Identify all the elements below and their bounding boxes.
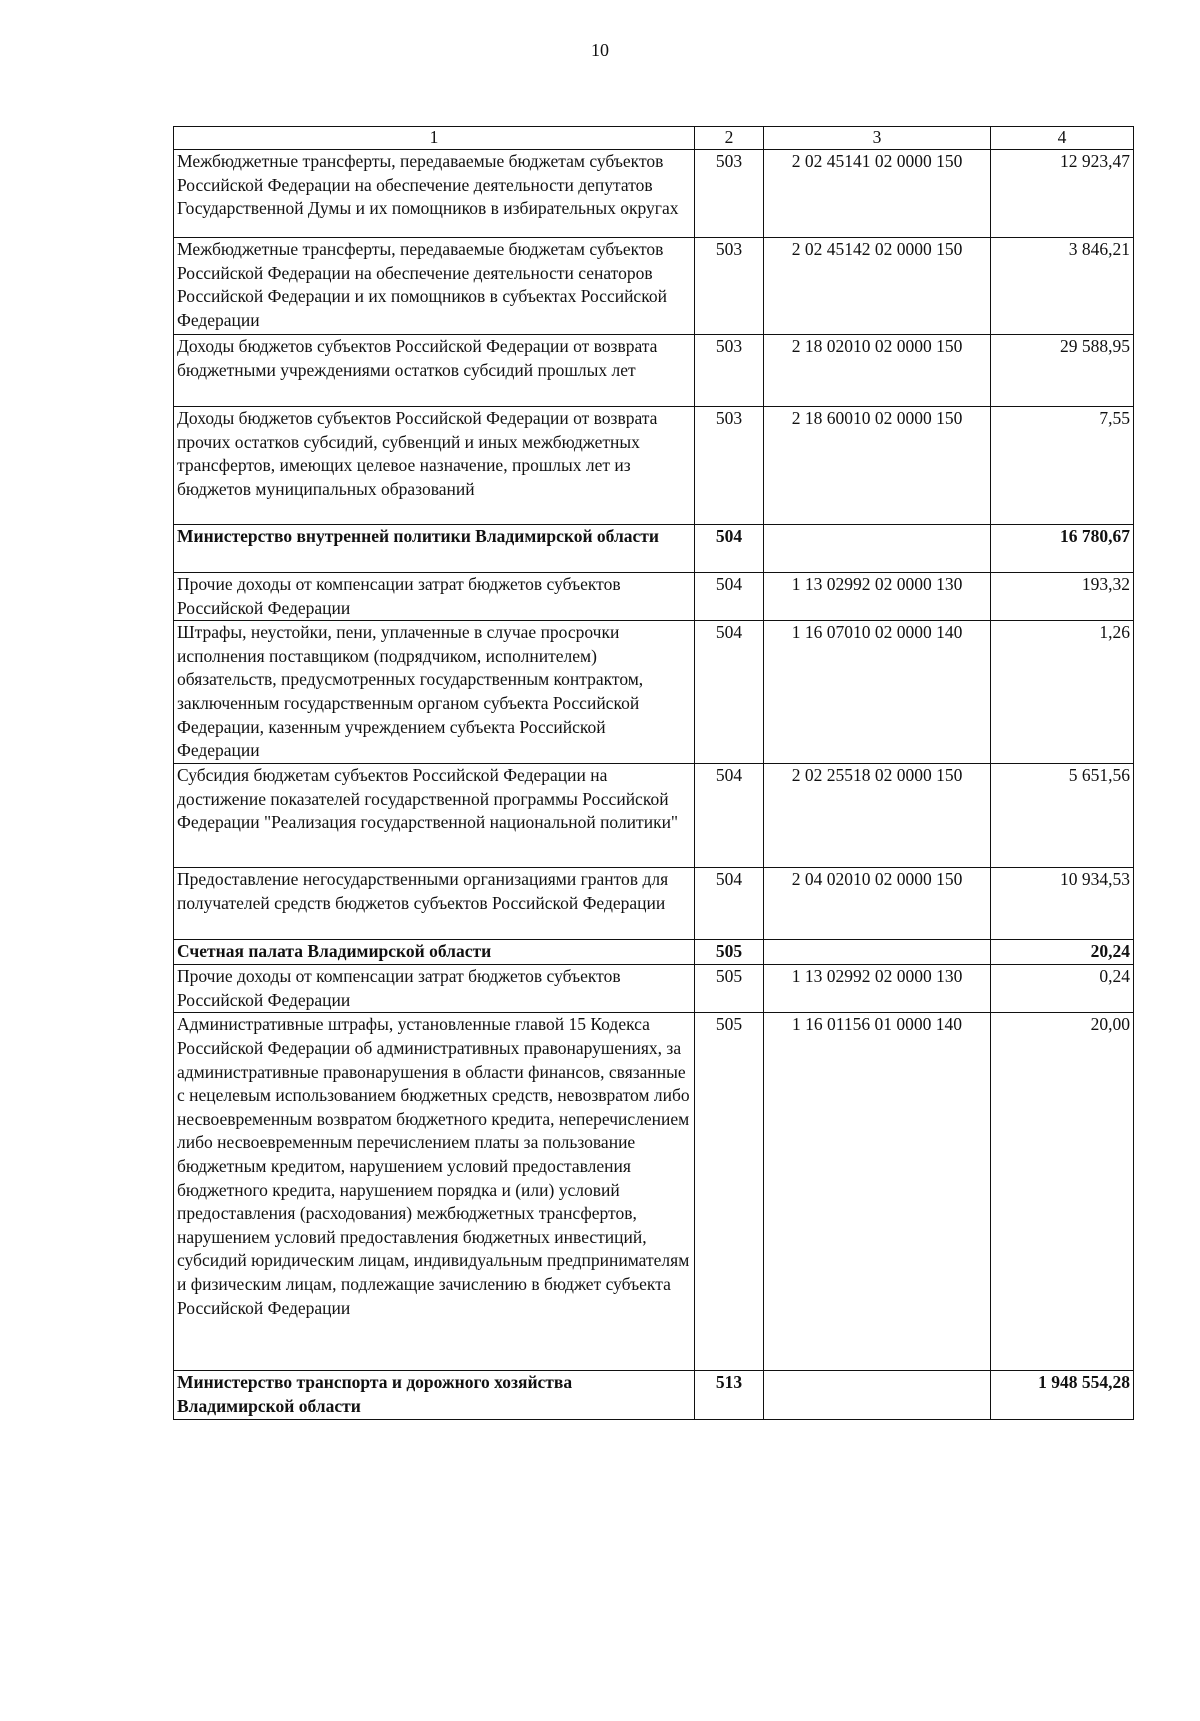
admin-code-cell: 504 [695, 621, 764, 764]
amount-cell: 7,55 [991, 407, 1134, 525]
admin-code-cell: 504 [695, 573, 764, 621]
income-name-cell: Прочие доходы от компенсации затрат бюджетов субъектов Российской Федерации [174, 965, 695, 1013]
table-row [174, 868, 1134, 940]
admin-code-cell: 503 [695, 407, 764, 525]
amount-cell: 193,32 [991, 573, 1134, 621]
revenue-table [173, 126, 1134, 1420]
table-row [174, 940, 1134, 965]
income-name-cell: Прочие доходы от компенсации затрат бюджетов субъектов Российской Федерации [174, 573, 695, 621]
income-name-cell: Межбюджетные трансферты, передаваемые бюджетам субъектов Российской Федерации на обеспечение деятельности сенаторов Российской Федерации и их помощников в субъектах Российской Федерации [174, 238, 695, 335]
table-row [174, 621, 1134, 764]
admin-code-cell: 504 [695, 764, 764, 868]
admin-code-cell: 513 [695, 1371, 764, 1419]
budget-code-cell: 1 13 02992 02 0000 130 [764, 573, 991, 621]
amount-cell: 1 948 554,28 [991, 1371, 1134, 1419]
column-header-3: 3 [764, 127, 991, 150]
table-row [174, 525, 1134, 573]
budget-code-cell [764, 940, 991, 965]
admin-code-cell: 503 [695, 238, 764, 335]
admin-code-cell: 504 [695, 525, 764, 573]
table-header-row [174, 127, 1134, 150]
budget-code-cell: 2 18 60010 02 0000 150 [764, 407, 991, 525]
budget-code-cell: 1 16 01156 01 0000 140 [764, 1013, 991, 1371]
page-number: 10 [591, 40, 609, 60]
admin-code-cell: 505 [695, 965, 764, 1013]
income-name-cell: Министерство транспорта и дорожного хозяйства Владимирской области [174, 1371, 695, 1419]
table-row [174, 238, 1134, 335]
income-name-cell: Предоставление негосударственными организациями грантов для получателей средств бюджетов субъектов Российской Федерации [174, 868, 695, 940]
budget-code-cell: 2 04 02010 02 0000 150 [764, 868, 991, 940]
admin-code-cell: 503 [695, 335, 764, 407]
admin-code-cell: 503 [695, 150, 764, 238]
column-header-1: 1 [174, 127, 695, 150]
budget-code-cell: 1 16 07010 02 0000 140 [764, 621, 991, 764]
table-row [174, 150, 1134, 238]
amount-cell: 20,24 [991, 940, 1134, 965]
budget-code-cell: 2 18 02010 02 0000 150 [764, 335, 991, 407]
income-name-cell: Межбюджетные трансферты, передаваемые бюджетам субъектов Российской Федерации на обеспечение деятельности депутатов Государственной Думы и их помощников в избирательных округах [174, 150, 695, 238]
income-name-cell: Министерство внутренней политики Владимирской области [174, 525, 695, 573]
table-row [174, 407, 1134, 525]
amount-cell: 12 923,47 [991, 150, 1134, 238]
amount-cell: 29 588,95 [991, 335, 1134, 407]
table-row [174, 965, 1134, 1013]
income-name-cell: Счетная палата Владимирской области [174, 940, 695, 965]
amount-cell: 10 934,53 [991, 868, 1134, 940]
income-name-cell: Доходы бюджетов субъектов Российской Федерации от возврата бюджетными учреждениями остатков субсидий прошлых лет [174, 335, 695, 407]
budget-code-cell [764, 525, 991, 573]
table-row [174, 764, 1134, 868]
amount-cell: 20,00 [991, 1013, 1134, 1371]
income-name-cell: Доходы бюджетов субъектов Российской Федерации от возврата прочих остатков субсидий, субвенций и иных межбюджетных трансфертов, имеющих целевое назначение, прошлых лет из бюджетов муниципальных образований [174, 407, 695, 525]
budget-code-cell: 2 02 45141 02 0000 150 [764, 150, 991, 238]
column-header-2: 2 [695, 127, 764, 150]
amount-cell: 1,26 [991, 621, 1134, 764]
income-name-cell: Административные штрафы, установленные главой 15 Кодекса Российской Федерации об административных правонарушениях, за административные правонарушения в области финансов, связанные с нецелевым использованием бюджетных средств, невозвратом либо несвоевременным возвратом бюджетного кредита, неперечислением либо несвоевременным перечислением платы за пользование бюджетным кредитом, нарушением условий предоставления бюджетного кредита, нарушением порядка и (или) условий предоставления (расходования) межбюджетных трансфертов, нарушением условий предоставления бюджетных инвестиций, субсидий юридическим лицам, индивидуальным предпринимателям и физическим лицам, подлежащие зачислению в бюджет субъекта Российской Федерации [174, 1013, 695, 1371]
column-header-4: 4 [991, 127, 1134, 150]
table-row [174, 1371, 1134, 1419]
income-name-cell: Штрафы, неустойки, пени, уплаченные в случае просрочки исполнения поставщиком (подрядчиком, исполнителем) обязательств, предусмотренных государственным контрактом, заключенным государственным органом субъекта Российской Федерации, казенным учреждением субъекта Российской Федерации [174, 621, 695, 764]
admin-code-cell: 505 [695, 940, 764, 965]
budget-code-cell: 2 02 25518 02 0000 150 [764, 764, 991, 868]
amount-cell: 0,24 [991, 965, 1134, 1013]
budget-code-cell: 1 13 02992 02 0000 130 [764, 965, 991, 1013]
income-name-cell: Субсидия бюджетам субъектов Российской Федерации на достижение показателей государственной программы Российской Федерации "Реализация государственной национальной политики" [174, 764, 695, 868]
amount-cell: 5 651,56 [991, 764, 1134, 868]
table-row [174, 573, 1134, 621]
amount-cell: 16 780,67 [991, 525, 1134, 573]
amount-cell: 3 846,21 [991, 238, 1134, 335]
budget-code-cell [764, 1371, 991, 1419]
budget-code-cell: 2 02 45142 02 0000 150 [764, 238, 991, 335]
table-row [174, 1013, 1134, 1371]
admin-code-cell: 504 [695, 868, 764, 940]
admin-code-cell: 505 [695, 1013, 764, 1371]
table-row [174, 335, 1134, 407]
